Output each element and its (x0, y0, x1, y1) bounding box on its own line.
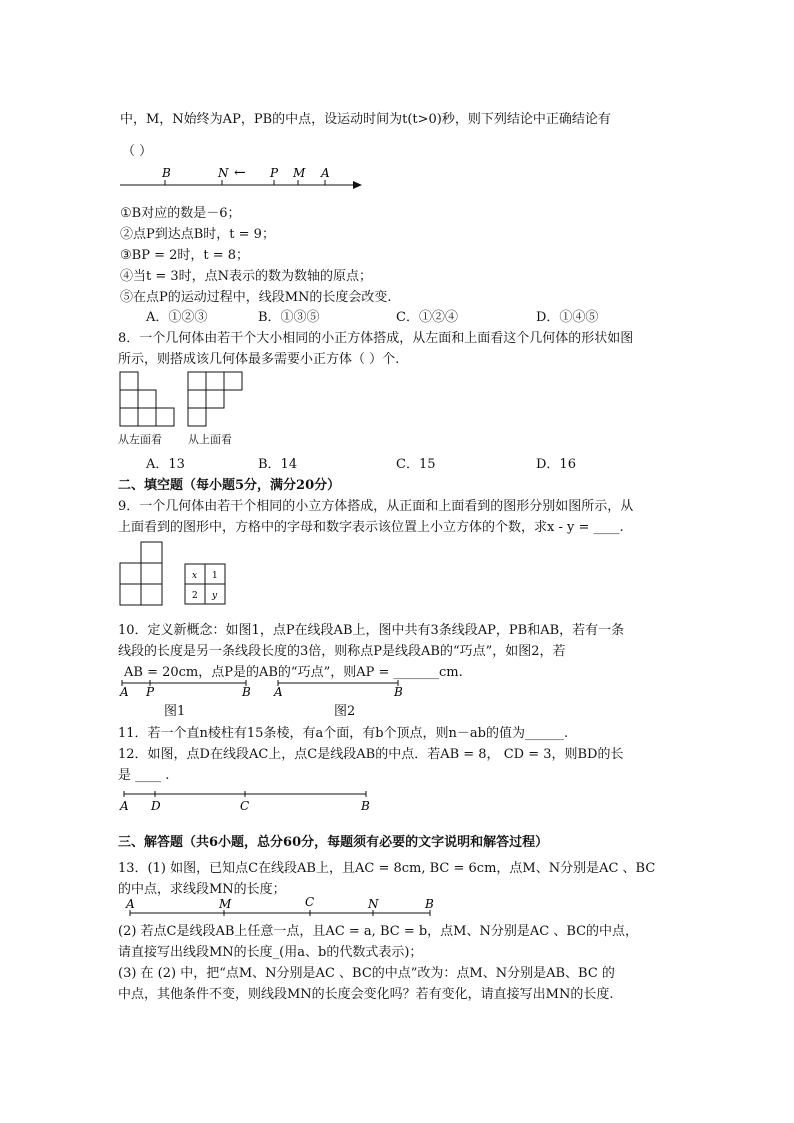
q12-segment-figure (118, 788, 378, 814)
q10-fig1-label-b: B (242, 685, 251, 699)
q13-line-4: 请直接写出线段MN的长度_(用a、b的代数式表示)； (118, 945, 423, 960)
q8-caption-left: 从左面看 (118, 433, 162, 446)
q13-label-a: A (126, 897, 135, 911)
q8-option-d: D．16 (536, 457, 576, 472)
q7-option-b: B．①③⑤ (258, 310, 320, 325)
q8-left-view-figure (118, 370, 178, 428)
q10-fig2-label-a: A (274, 685, 283, 699)
q10-fig2-label-b: B (394, 685, 403, 699)
q7-answer-paren: （ ） (122, 144, 153, 159)
q10-figure-2-caption: 图2 (334, 704, 356, 719)
q11-text: 11．若一个直n棱柱有15条棱，有a个面，有b个顶点，则n－ab的值为______. (118, 726, 569, 741)
q13-line-3: (2) 若点C是线段AB上任意一点，且AC = a, BC = b，点M、N分别是AC 、BC的中点， (118, 924, 639, 939)
q13-line-6: 中点，其他条件不变，则线段MN的长度会变化吗？若有变化，请直接写出MN的长度. (118, 987, 614, 1002)
q8-option-b: B．14 (258, 457, 298, 472)
q7-statement-3: ③BP = 2时，t = 8； (120, 248, 250, 263)
section-3-heading: 三、解答题（共6小题，总分60分，每题须有必要的文字说明和解答过程） (118, 835, 549, 850)
q9-front-view-figure (118, 540, 166, 608)
q7-left-arrow: ← (234, 165, 246, 181)
q12-label-b: B (361, 799, 370, 813)
q7-statement-4: ④当t = 3时，点N表示的数为数轴的原点； (120, 269, 373, 284)
q9-cell-y: y (212, 591, 218, 601)
section-2-heading: 二、填空题（每小题5分，满分20分） (118, 478, 341, 493)
q13-label-c: C (305, 895, 315, 909)
q7-label-p: P (270, 166, 279, 180)
q9-cell-2: 2 (192, 591, 198, 601)
q8-line-2: 所示，则搭成该几何体最多需要小正方体（ ）个. (118, 352, 400, 367)
q13-segment-figure (118, 894, 438, 920)
q7-number-line (118, 164, 368, 194)
q9-top-view-figure (184, 563, 228, 607)
q12-label-d: D (151, 799, 161, 813)
q13-line-5: (3) 在 (2) 中，把“点M、N分别是AC 、BC的中点”改为：点M、N分别是AB、BC 的 (118, 966, 615, 981)
q9-line-2: 上面看到的图形中，方格中的字母和数字表示该位置上小立方体的个数，求x - y = ____. (118, 520, 624, 535)
q9-cell-x: x (192, 571, 198, 581)
q7-option-d: D．①④⑤ (536, 310, 599, 325)
q9-cell-1: 1 (212, 571, 218, 581)
q13-label-b: B (425, 897, 434, 911)
q10-line-3: AB = 20cm，点P是的AB的“巧点”，则AP = _______cm. (124, 665, 463, 680)
q7-label-b: B (162, 166, 171, 180)
q8-caption-top: 从上面看 (188, 433, 232, 446)
q10-fig1-label-a: A (120, 685, 129, 699)
q12-line-2: 是 ____ . (118, 768, 170, 783)
q10-figure-1-caption: 图1 (164, 704, 186, 719)
q7-statement-2: ②点P到达点B时，t = 9； (120, 227, 275, 242)
q9-line-1: 9．一个几何体由若干个相同的小立方体搭成，从正面和上面看到的图形分别如图所示，从 (118, 499, 634, 514)
q7-option-a: A．①②③ (146, 310, 208, 325)
q7-label-m: M (293, 166, 306, 180)
q7-statement-5: ⑤在点P的运动过程中，线段MN的长度会改变. (120, 290, 392, 305)
q12-line-1: 12．如图，点D在线段AC上，点C是线段AB的中点．若AB = 8， CD = 3，则BD的长 (118, 747, 624, 762)
q13-label-m: M (219, 897, 232, 911)
q13-line-2: 的中点，求线段MN的长度； (118, 882, 286, 897)
q8-option-a: A．13 (146, 457, 185, 472)
q12-label-c: C (240, 799, 250, 813)
q8-option-c: C．15 (396, 457, 436, 472)
q13-line-1: 13．(1) 如图，已知点C在线段AB上，且AC = 8cm, BC = 6cm，点M、N分别是AC 、BC (118, 861, 656, 876)
q10-fig1-label-p: P (146, 685, 155, 699)
q7-option-c: C．①②④ (396, 310, 458, 325)
q7-statement-1: ①B对应的数是－6； (120, 206, 241, 221)
q10-figures (118, 678, 418, 700)
q7-label-n: N (218, 166, 229, 180)
q12-label-a: A (120, 799, 129, 813)
q10-line-1: 10．定义新概念：如图1，点P在线段AB上，图中共有3条线段AP，PB和AB，若有一条 (118, 623, 625, 638)
q10-line-2: 线段的长度是另一条线段长度的3倍，则称点P是线段AB的“巧点”，如图2，若 (118, 644, 566, 659)
q13-label-n: N (368, 897, 379, 911)
q8-top-view-figure (186, 370, 246, 428)
q7-intro: 中，M，N始终为AP，PB的中点，设运动时间为t(t>0)秒，则下列结论中正确结论有 (120, 112, 611, 127)
q7-label-a: A (321, 166, 330, 180)
q8-line-1: 8．一个几何体由若干个大小相同的小正方体搭成，从左面和上面看这个几何体的形状如图 (118, 331, 634, 346)
